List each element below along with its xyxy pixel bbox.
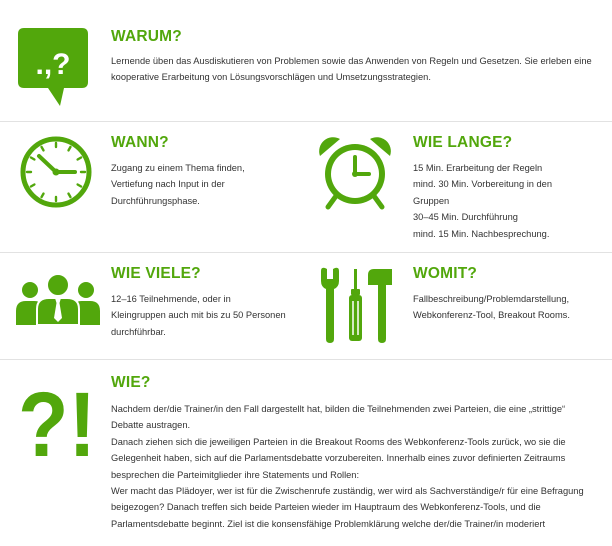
wie-lange-line: mind. 15 Min. Nachbesprechung. [413, 228, 550, 239]
section-text-wie-viele [111, 291, 311, 340]
people-group-icon [16, 273, 100, 325]
section-title-womit: WOMIT? [413, 265, 478, 282]
wie-glyph: ?! [18, 374, 96, 468]
section-wie [0, 360, 612, 546]
wie-paragraph: Nachdem der/die Trainer/in den Fall dargestellt hat, bilden die Teilnehmenden zwei Parteien, die eine „strittige“ Debatte austragen. [111, 404, 566, 431]
wie-lange-line: Gruppen [413, 195, 450, 206]
section-title-wie: WIE? [111, 374, 151, 391]
wie-lange-line: mind. 30 Min. Vorbereitung in den [413, 179, 553, 190]
wann-line: Zugang zu einem Thema finden, [111, 163, 245, 173]
wann-line: Vertiefung nach Input in der [111, 179, 225, 190]
section-text-wie [111, 401, 593, 532]
clock-icon [20, 136, 92, 208]
bubble-glyph: .,? [35, 48, 71, 81]
wie-paragraph: Wer macht das Plädoyer, wer ist für die Zwischenrufe zuständig, wer wird als Sachverständige/r für eine Befragung beigezogen? Danach treffen sich beide Parteien wieder im Hauptraum des Webkonferenz-Tools, und die Parlamentsdebatte beginnt. Ziel ist die konsensfähige Problemklärung welche der/die Trainer/in moderiert [111, 486, 584, 529]
womit-line: Fallbeschreibung/Problemdarstellung, [413, 294, 570, 304]
section-title-wie-lange: WIE LANGE? [413, 134, 513, 151]
wie-lange-line: 30–45 Min. Durchführung [413, 212, 518, 223]
wie-viele-line: Kleingruppen auch mit bis zu 50 Personen [111, 310, 286, 321]
section-wann [0, 122, 612, 252]
section-text-wie-lange [413, 160, 603, 242]
wie-viele-line: 12–16 Teilnehmende, oder in [111, 294, 231, 304]
section-title-wann: WANN? [111, 134, 169, 151]
section-title-warum: WARUM? [111, 28, 182, 45]
section-text-womit [413, 291, 603, 324]
wann-line: Durchführungsphase. [111, 195, 200, 206]
womit-line: Webkonferenz-Tool, Breakout Rooms. [413, 310, 570, 321]
section-text-wann [111, 160, 291, 209]
section-warum [0, 0, 612, 120]
section-wie-viele [0, 253, 612, 358]
speech-bubble-question-icon [18, 28, 88, 110]
tools-icon [320, 267, 394, 343]
wie-paragraph: Danach ziehen sich die jeweiligen Parteien in die Breakout Rooms des Webkonferenz-Tools zurück, wo sie die Gelegenheit haben, sich auf die Parlamentsdebatte vorzubereiten. Innerhalb eines zuvor definierten Zeitraums besprechen die Parteimitglieder ihre Statements und Rollen: [111, 436, 566, 480]
wie-lange-line: 15 Min. Erarbeitung der Regeln [413, 163, 543, 173]
question-exclamation-icon [18, 372, 98, 468]
section-text-warum [111, 53, 599, 86]
warum-paragraph: Lernende üben das Ausdiskutieren von Problemen sowie das Anwenden von Regeln und Gesetzen. Sie erleben eine kooperative Erarbeitung von Lösungsvorschlägen und Umsetzungsstrategien. [111, 56, 592, 83]
alarm-clock-icon [316, 134, 394, 212]
section-title-wie-viele: WIE VIELE? [111, 265, 201, 282]
wie-viele-line: durchführbar. [111, 326, 166, 337]
